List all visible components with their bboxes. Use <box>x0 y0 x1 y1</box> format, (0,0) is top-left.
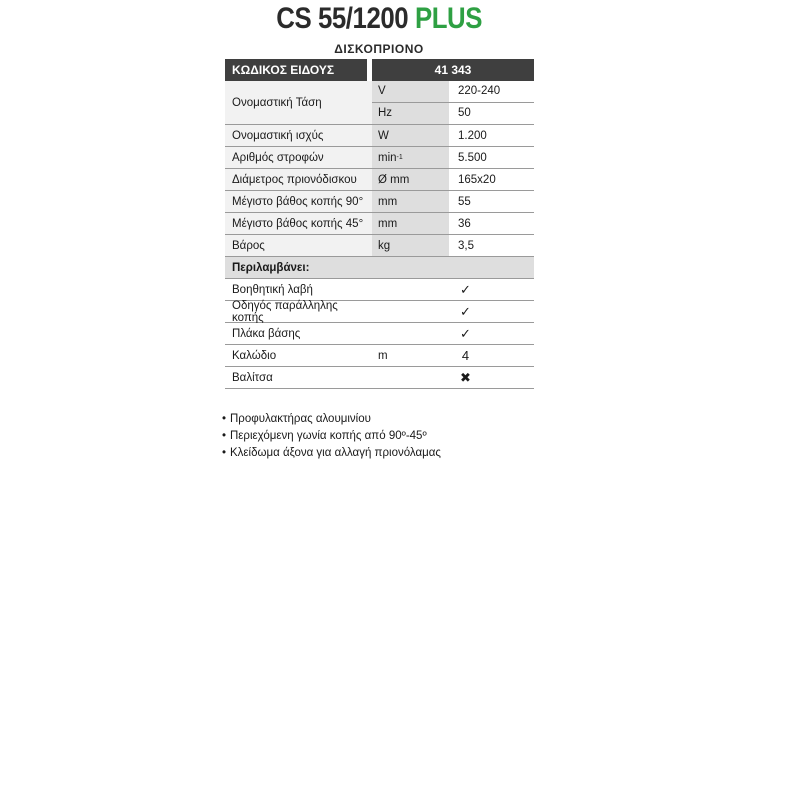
include-row <box>225 323 534 345</box>
spec-unit: mm <box>372 191 449 212</box>
spec-label: Μέγιστο βάθος κοπής 90° <box>225 191 372 212</box>
spec-row <box>225 191 534 213</box>
voltage-row <box>225 81 534 125</box>
spec-unit: mm <box>372 213 449 234</box>
check-icon: ✓ <box>460 325 471 341</box>
include-label: Καλώδιο <box>225 345 372 366</box>
include-row <box>225 279 534 301</box>
feature-note-text: Κλείδωμα άξονα για αλλαγή πριονόλαμας <box>230 447 441 459</box>
cable-length-value: 4 <box>461 348 470 363</box>
include-label: Πλάκα βάσης <box>225 323 372 344</box>
feature-note-text: Περιεχόμενη γωνία κοπής από 90º-45º <box>230 430 427 442</box>
spec-value: 5.500 <box>449 147 534 168</box>
feature-note <box>218 411 441 428</box>
code-label: ΚΩΔΙΚΟΣ ΕΙΔΟΥΣ <box>225 59 367 81</box>
voltage-sub-row <box>372 81 534 103</box>
spec-value: 55 <box>449 191 534 212</box>
product-category: ΔΙΣΚΟΠΡΙΟΝΟ <box>334 42 424 56</box>
spec-header-row <box>225 59 534 81</box>
spec-label: Βάρος <box>225 235 372 256</box>
spec-value: 50 <box>458 107 471 120</box>
voltage-values <box>372 81 534 124</box>
include-value <box>449 345 534 366</box>
spec-unit: kg <box>372 235 449 256</box>
model-name: CS 55/1200 <box>276 2 409 35</box>
include-unit <box>372 367 449 388</box>
spec-label: Διάμετρος πριονόδισκου <box>225 169 372 190</box>
include-row <box>225 345 534 367</box>
bullet-icon: • <box>221 413 227 425</box>
unit-base: min <box>378 151 397 164</box>
unit-exponent: -1 <box>396 154 403 161</box>
spec-table <box>225 59 534 389</box>
feature-notes <box>218 411 441 462</box>
spec-row <box>225 213 534 235</box>
bullet-icon: • <box>221 447 227 459</box>
spec-value: 165x20 <box>449 169 534 190</box>
feature-note <box>218 445 441 462</box>
spec-label: Αριθμός στροφών <box>225 147 372 168</box>
include-value <box>449 279 534 300</box>
spec-unit: Ø mm <box>372 169 449 190</box>
cross-icon: ✖ <box>460 369 471 385</box>
voltage-label: Ονομαστική Τάση <box>225 81 372 124</box>
check-icon: ✓ <box>460 281 471 297</box>
product-title <box>53 2 705 36</box>
include-value <box>449 301 534 322</box>
spec-value: 1.200 <box>449 125 534 146</box>
spec-unit: Hz <box>372 103 449 124</box>
include-unit <box>372 301 449 322</box>
include-label: Βαλίτσα <box>225 367 372 388</box>
spec-row <box>225 169 534 191</box>
spec-value: 36 <box>449 213 534 234</box>
spec-unit: W <box>372 125 449 146</box>
spec-row <box>225 125 534 147</box>
spec-unit <box>372 147 449 168</box>
includes-heading: Περιλαμβάνει: <box>225 257 534 279</box>
spec-value: 220-240 <box>458 85 501 98</box>
include-unit <box>372 279 449 300</box>
spec-label: Μέγιστο βάθος κοπής 45° <box>225 213 372 234</box>
code-value: 41 343 <box>372 59 534 81</box>
include-unit <box>372 323 449 344</box>
spec-label: Ονομαστική ισχύς <box>225 125 372 146</box>
include-label: Βοηθητική λαβή <box>225 279 372 300</box>
include-row <box>225 367 534 389</box>
feature-note <box>218 428 441 445</box>
spec-value: 3,5 <box>449 235 534 256</box>
spec-row <box>225 147 534 169</box>
include-value <box>449 323 534 344</box>
spec-row <box>225 235 534 257</box>
model-plus-badge: PLUS <box>414 2 483 35</box>
spec-unit: V <box>372 81 449 102</box>
include-row <box>225 301 534 323</box>
bullet-icon: • <box>221 430 227 442</box>
include-label: Οδηγός παράλληλης κοπής <box>225 301 372 322</box>
check-icon: ✓ <box>460 303 471 319</box>
include-unit: m <box>372 345 449 366</box>
include-value <box>449 367 534 388</box>
feature-note-text: Προφυλακτήρας αλουμινίου <box>230 413 371 425</box>
voltage-sub-row <box>372 103 534 124</box>
